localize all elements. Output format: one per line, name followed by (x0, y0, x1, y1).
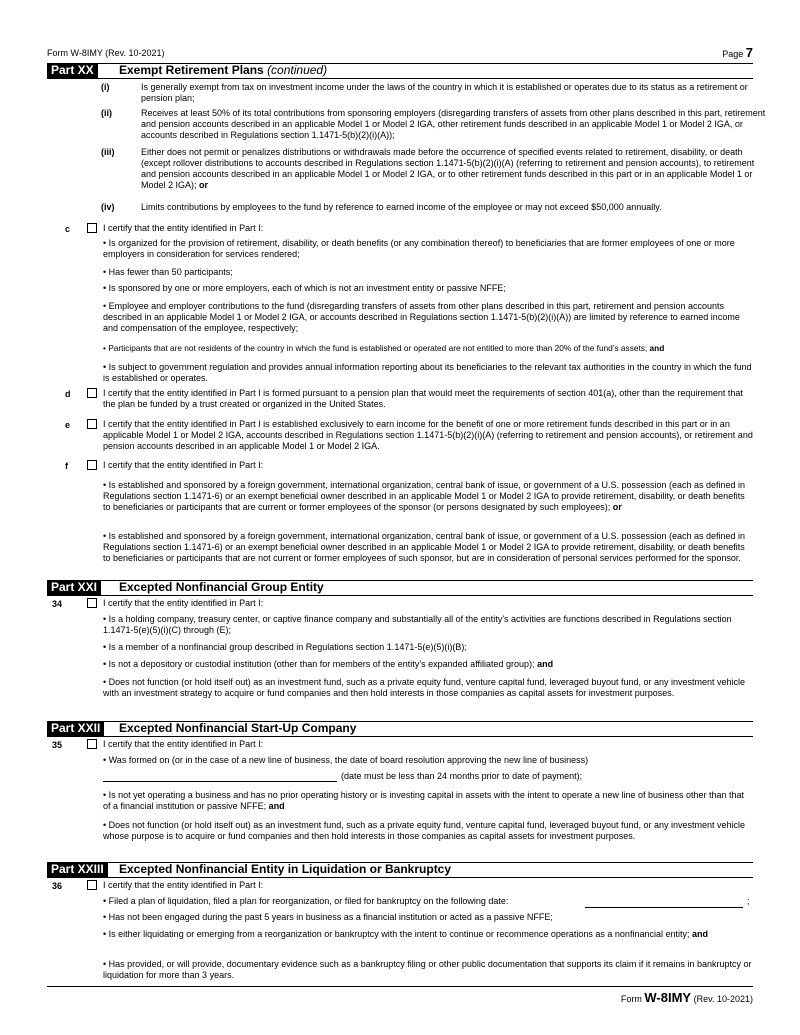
line-c-bullet: • Employee and employer contributions to the fund (disregarding transfers of assets from other plans described in this part, retirement and pension accounts described in an applicable Model 1 or Model 2 IGA, or accounts described in Regulations section 1.1471-5(b)(2)(i)(A)) are limited by reference to earned income and compensation of the employee, respectively; (103, 301, 740, 333)
line-36-label: 36 (52, 881, 63, 891)
semicolon: ; (747, 896, 750, 906)
line-36-bullet: • Filed a plan of liquidation, filed a plan for reorganization, or filed for bankruptcy on the following date: (103, 896, 509, 906)
part-tag: Part XXI (47, 580, 101, 595)
line-35-bullet: • Is not yet operating a business and has no prior operating history or is investing capital in assets with the intent to operate a new line of business other than that of a financial institution or passive NFFE; and (103, 790, 745, 811)
part-xxiii-header (47, 862, 753, 877)
line-34-bullet: • Is not a depository or custodial institution (other than for members of the entity’s expanded affiliated group); and (103, 659, 554, 669)
part-xxi-header (47, 580, 753, 595)
line-36-text: I certify that the entity identified in Part I: (103, 880, 264, 890)
page-number: Page 7 (722, 45, 753, 60)
line-f-bullet: • Is established and sponsored by a foreign government, international organization, central bank of issue, or government of a U.S. possession (each as defined in Regulations section 1.1471-6) or an exempt beneficial owner described in an applicable Model 1 or Model 2 IGA to provide retirement, disability, or death benefits to beneficiaries or participants that are not current or former employees of such sponsor, but are in consideration of personal services performed for the sponsor. (103, 531, 746, 563)
form-header-left: Form W-8IMY (Rev. 10-2021) (47, 48, 165, 58)
line-36-bullet: • Is either liquidating or emerging from a reorganization or bankruptcy with the intent to continue or recommence operations as a nonfinancial entity; and (103, 929, 709, 939)
line-34-checkbox[interactable] (87, 598, 97, 608)
part-tag: Part XXII (47, 721, 104, 736)
line-35-text: I certify that the entity identified in Part I: (103, 739, 264, 749)
line-35-label: 35 (52, 740, 63, 750)
line-c-label: c (65, 224, 71, 234)
part-title: Excepted Nonfinancial Group Entity (119, 580, 324, 594)
line-35-bullet: • Does not function (or hold itself out) as an investment fund, such as a private equity fund, venture capital fund, leveraged buyout fund, or any investment vehicle whose purpose is to acquire or fund companies and then hold interests in those companies as capital assets for investment purposes. (103, 820, 746, 841)
line-34-label: 34 (52, 599, 63, 609)
item-iii: (iii) Either does not permit or penalizes distributions or withdrawals made before the occurrence of specified events related to retirement, disability, or death (except rollover distributions to accounts described in Regulations section 1.1471-5(b)(2)(i)(A) (referring to retirement and pension accounts), to retirement and pension accounts described in an applicable Model 1 or Model 2 IGA, or to other retirement funds described in this part or in an applicable Model 1 or Model 2 IGA); or (101, 147, 755, 190)
line-c-bullet: • Has fewer than 50 participants; (103, 267, 233, 277)
part-title: Excepted Nonfinancial Entity in Liquidation or Bankruptcy (119, 862, 452, 876)
line-e-label: e (65, 420, 71, 430)
line-36-bullet: • Has not been engaged during the past 5 years in business as a financial institution or acted as a passive NFFE; (103, 912, 553, 922)
line-f-text: I certify that the entity identified in Part I: (103, 460, 264, 470)
part-xx-header (47, 63, 753, 78)
part-title: Excepted Nonfinancial Start-Up Company (119, 721, 357, 735)
date-note: (date must be less than 24 months prior to date of payment); (341, 771, 583, 781)
part-title: Exempt Retirement Plans (continued) (119, 63, 328, 77)
footer-rule (47, 986, 753, 987)
part-tag: Part XXIII (47, 862, 108, 877)
line-f-label: f (65, 461, 68, 471)
form-footer: Form W-8IMY (Rev. 10-2021) (620, 990, 753, 1005)
item-iv: (iv) Limits contributions by employees to the fund by reference to earned income of the employee or may not exceed $50,000 annually. (101, 202, 662, 212)
line-34-bullet: • Is a holding company, treasury center, or captive finance company and substantially all of the entity’s activities are functions described in Regulations section 1.1471-5(e)(5)(i)(C) through (E); (103, 614, 732, 635)
line-c-checkbox[interactable] (87, 223, 97, 233)
line-e-checkbox[interactable] (87, 419, 97, 429)
item-ii: (ii) Receives at least 50% of its total contributions from sponsoring employers (disregarding transfers of assets from other plans described in this part, retirement and pension accounts described in an applicable Model 1 or Model 2 IGA, other retirement funds described in an applicable Model 1 or Model 2 IGA, or accounts described in Regulations section 1.1471-5(b)(2)(i)(A)); (101, 108, 766, 140)
line-36-checkbox[interactable] (87, 880, 97, 890)
item-i: (i) Is generally exempt from tax on investment income under the laws of the country in which it is established or operates due to its status as a retirement or pension plan; (101, 82, 748, 103)
line-35-checkbox[interactable] (87, 739, 97, 749)
line-34-text: I certify that the entity identified in Part I: (103, 598, 264, 608)
line-34-bullet: • Does not function (or hold itself out) as an investment fund, such as a private equity fund, venture capital fund, leveraged buyout fund, or any investment vehicle with an investment strategy to acquire or fund companies and then hold interests in those companies as capital assets for investment purposes. (103, 677, 746, 698)
line-c-bullet: • Is sponsored by one or more employers, each of which is not an investment entity or passive NFFE; (103, 283, 506, 293)
formation-date-field[interactable] (103, 781, 337, 782)
line-35-bullet: • Was formed on (or in the case of a new line of business, the date of board resolution approving the new line of business) (103, 755, 589, 765)
line-36-bullet: • Has provided, or will provide, documentary evidence such as a bankruptcy filing or other public documentation that supports its claim if it remains in bankruptcy or liquidation for more than 3 years. (103, 959, 752, 980)
filing-date-field[interactable] (585, 907, 743, 908)
line-c-bullet: • Participants that are not residents of the country in which the fund is established or operated are not entitled to more than 20% of the fund’s assets; and (103, 343, 665, 353)
line-d-label: d (65, 389, 71, 399)
line-e-text: I certify that the entity identified in Part I is established exclusively to earn income for the benefit of one or more retirement funds described in this part or in an applicable Model 1 or Model 2 IGA, accounts described in Regulations section 1.1471-5(b)(2)(i)(A) (referring to retirement and pension accounts), or retirement and pension accounts described in an applicable Model 1 or Model 2 IGA. (103, 419, 753, 451)
line-f-checkbox[interactable] (87, 460, 97, 470)
part-xxii-header (47, 721, 753, 736)
line-c-bullet: • Is organized for the provision of retirement, disability, or death benefits (or any combination thereof) to beneficiaries that are former employees of one or more employers in consideration for services rendered; (103, 238, 735, 259)
line-d-text: I certify that the entity identified in Part I is formed pursuant to a pension plan that would meet the requirements of section 401(a), other than the requirement that the plan be funded by a trust created or organized in the United States. (103, 388, 743, 409)
line-c-bullet: • Is subject to government regulation and provides annual information reporting about its beneficiaries to the relevant tax authorities in the country in which the fund is established or operates. (103, 362, 752, 383)
part-tag: Part XX (47, 63, 98, 78)
line-c-text: I certify that the entity identified in Part I: (103, 223, 264, 233)
line-d-checkbox[interactable] (87, 388, 97, 398)
line-34-bullet: • Is a member of a nonfinancial group described in Regulations section 1.1471-5(e)(5)(i)(B); (103, 642, 467, 652)
line-f-bullet: • Is established and sponsored by a foreign government, international organization, central bank of issue, or government of a U.S. possession (each as defined in Regulations section 1.1471-6) or an exempt beneficial owner described in an applicable Model 1 or Model 2 IGA to provide retirement, disability, or death benefits to beneficiaries or participants that are current or former employees of the sponsor (or persons designated by such employees); or (103, 480, 746, 512)
